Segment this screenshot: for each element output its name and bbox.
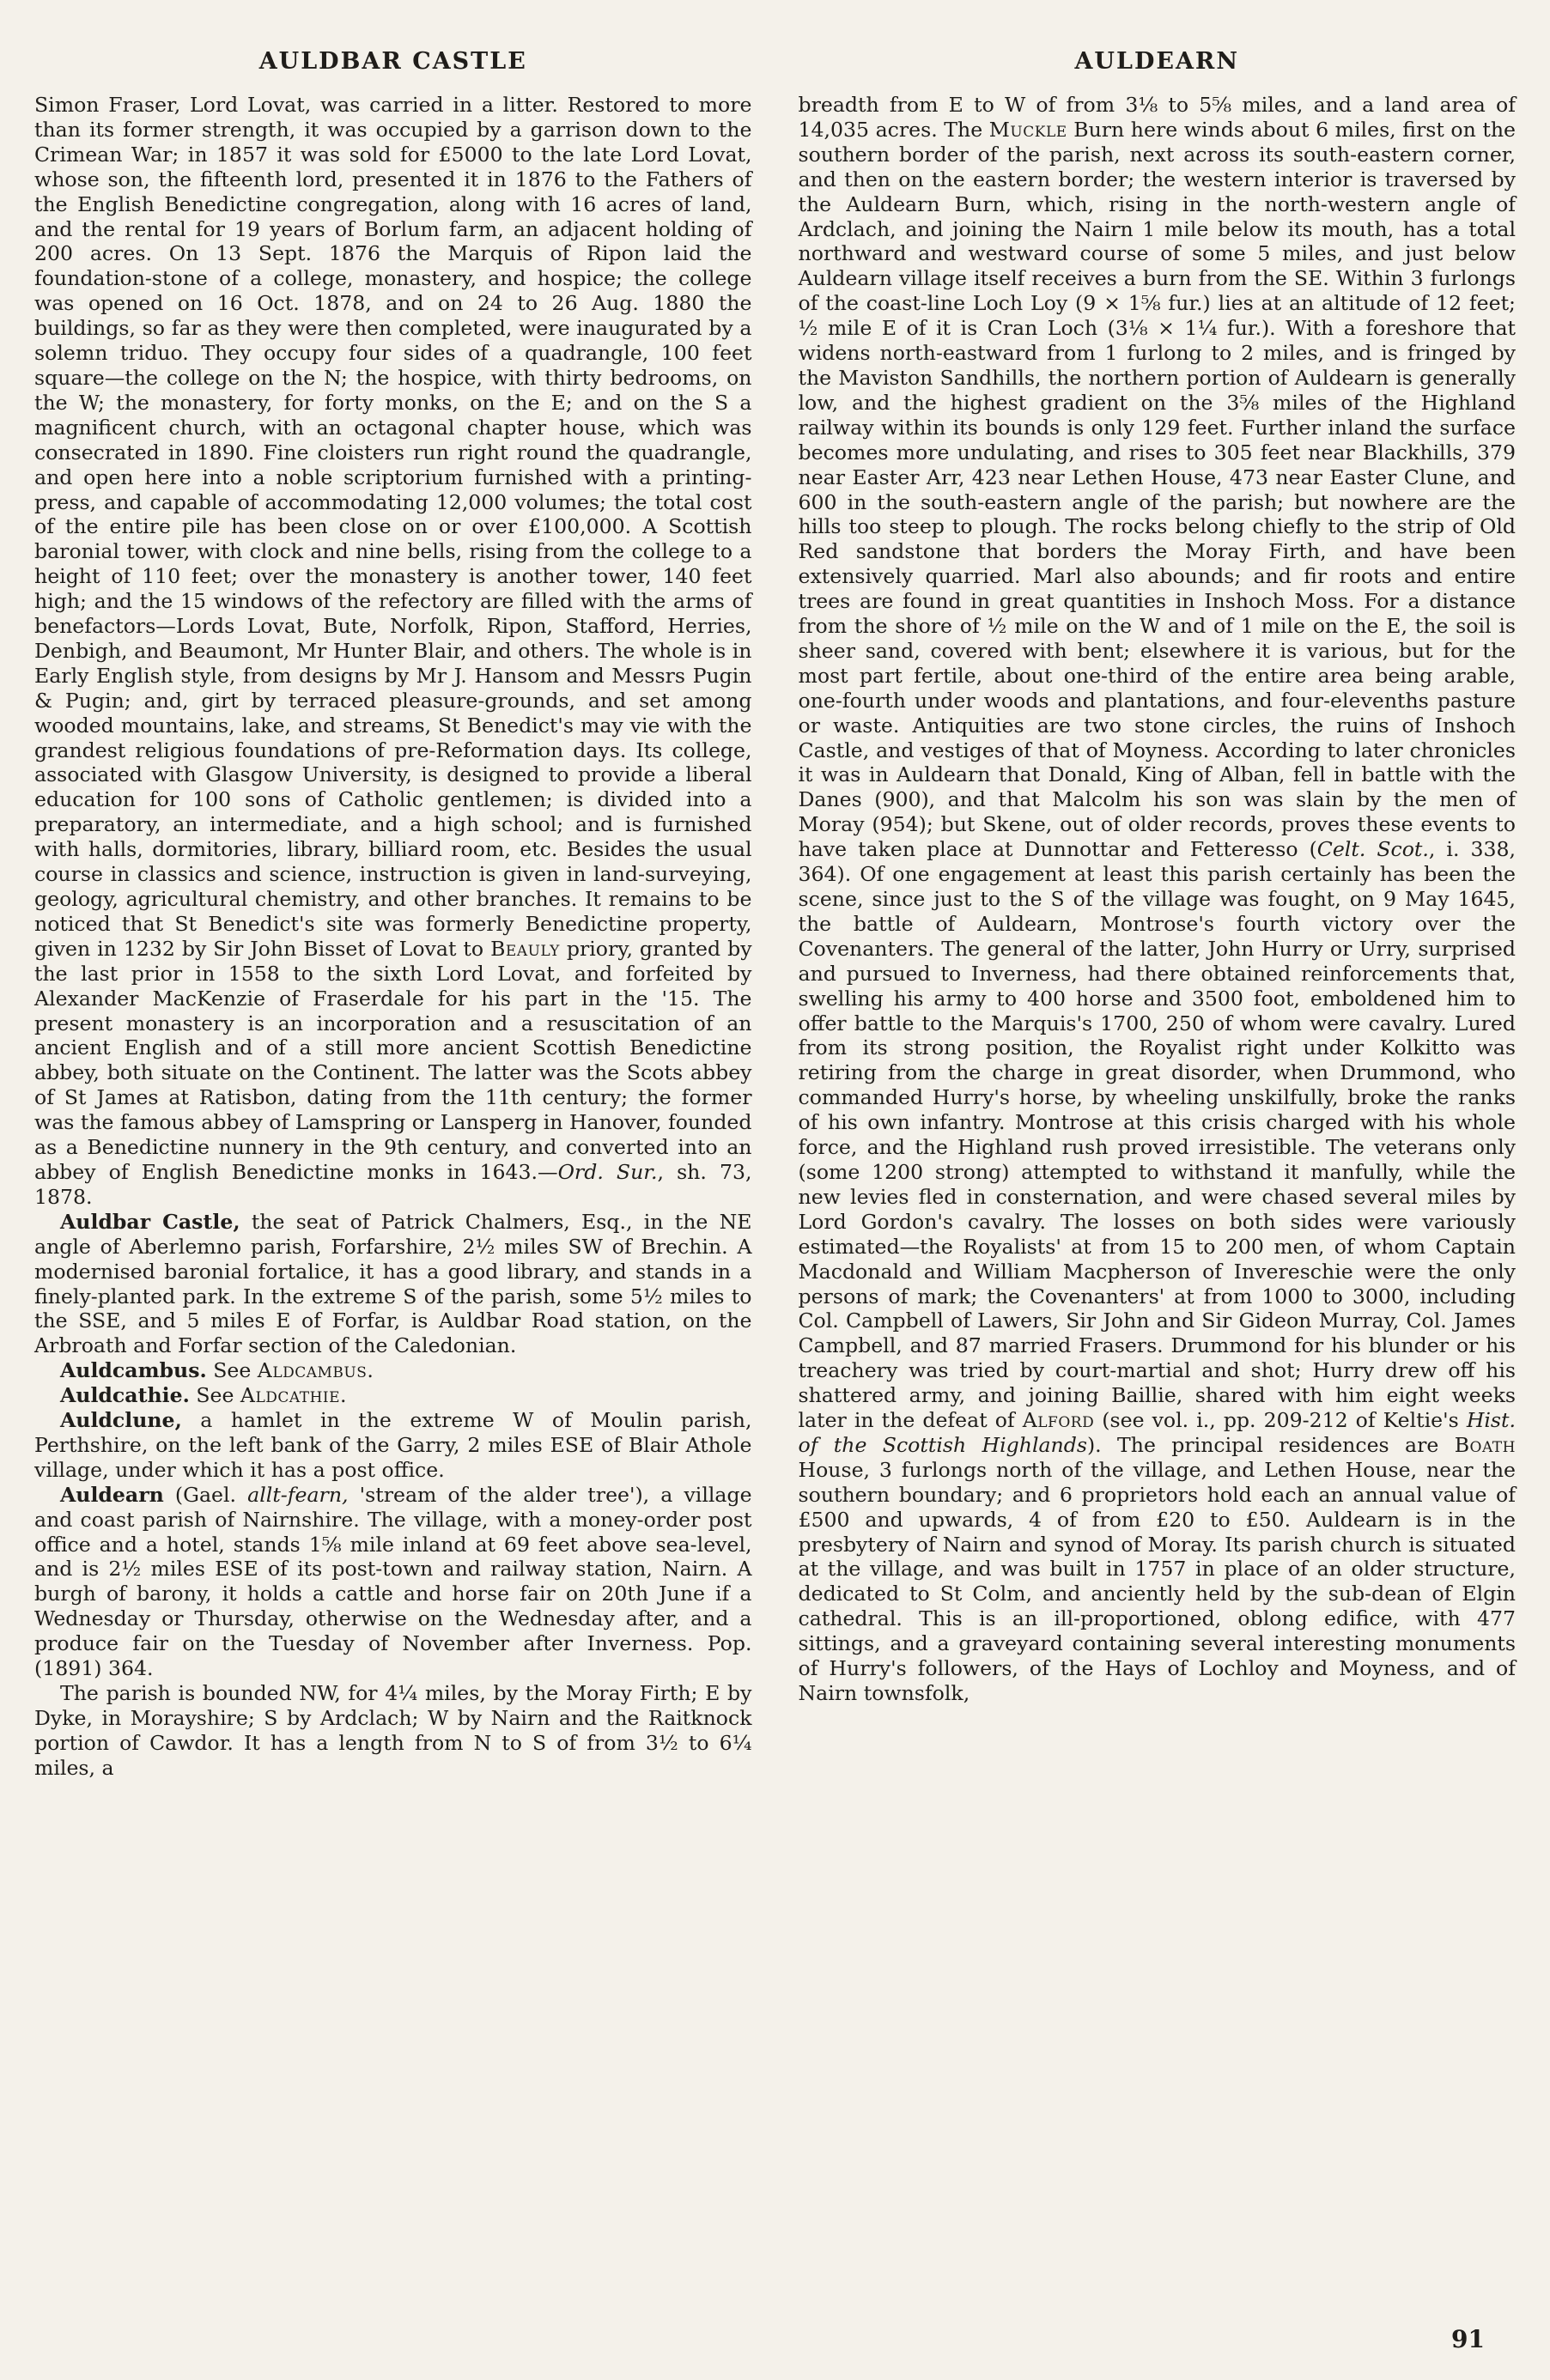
entry-auldcambus: Auldcambus. See Aldcambus. xyxy=(60,1358,374,1383)
entry-auldcathie: Auldcathie. See Aldcathie. xyxy=(60,1383,348,1408)
headword: Auldcambus. xyxy=(60,1358,207,1383)
left-header: AULDBAR CASTLE xyxy=(258,48,527,75)
running-headers xyxy=(34,48,1516,93)
paragraph-continuation: breadth from E to W of from 3⅛ to 5⅝ miles, and a land area of 14,035 acres. The Muckle Burn here winds about 6 miles, first on the southern border of the parish, next across its south-eastern corner, and then on the eastern border; the western interior is traversed by the Auldearn Burn, which, rising in the north-western angle of Ardclach, and joining the Nairn 1 mile below its mouth, has a total northward and westward course of some 5 miles, and just below Auldearn village itself receives a burn from the SE. Within 3 furlongs of the coast-line Loch Loy (9 × 1⅝ fur.) lies at an altitude of 12 feet; ½ mile E of it is Cran Loch (3⅛ × 1¼ fur.). With a foreshore that widens north-eastward from 1 furlong to 2 miles, and is fringed by the Maviston Sandhills, the northern portion of Auldearn is generally low, and the highest gradient on the 3⅝ miles of the Highland railway within its bounds is only 129 feet. Further inland the surface becomes more undulating, and rises to 305 feet near Blackhills, 379 near Easter Arr, 423 near Lethen House, 473 near Easter Clune, and 600 in the south-eastern angle of the parish; but nowhere are the hills too steep to plough. The rocks belong chiefly to the strip of Old Red sandstone that borders the Moray Firth, and have been extensively quarried. Marl also abounds; and fir roots and entire trees are found in great quantities in Inshoch Moss. For a distance from the shore of ½ mile on the W and of 1 mile on the E, the soil is sheer sand, covered with bent; elsewhere it is various, but for the most part fertile, about one-third of the entire area being arable, one-fourth under woods and plantations, and four-elevenths pasture or waste. Antiquities are two stone circles, the ruins of Inshoch Castle, and vestiges of that of Moyness. According to later chronicles it was in Auldearn that Donald, King of Alban, fell in battle with the Danes (900), and that Malcolm his son was slain by the men of Moray (954); but Skene, out of older records, proves these events to have taken place at Dunnottar and Fetteresso (Celt. Scot., i. 338, 364). Of one engagement at least this parish certainly has been the scene, since just to the S of the village was fought, on 9 May 1645, the battle of Auldearn, Montrose's fourth victory over the Covenanters. The general of the latter, John Hurry or Urry, surprised and pursued to Inverness, had there obtained reinforcements that, swelling his army to 400 horse and 3500 foot, emboldened him to offer battle to the Marquis's 1700, 250 of whom were cavalry. Lured from its strong position, the Royalist right under Kolkitto was retiring from the charge in great disorder, when Drummond, who commanded Hurry's horse, by wheeling unskilfully, broke the ranks of his own infantry. Montrose at this crisis charged with his whole force, and the Highland rush proved irresistible. The veterans only (some 1200 strong) attempted to withstand it manfully, while the new levies fled in consternation, and were chased several miles by Lord Gordon's cavalry. The losses on both sides were variously estimated—the Royalists' at from 15 to 200 men, of whom Captain Macdonald and William Macpherson of Invereschie were the only persons of mark; the Covenanters' at from 1000 to 3000, including Col. Campbell of Lawers, Sir John and Sir Gideon Murray, Col. James Campbell, and 87 married Frasers. Drummond for his blunder or his treachery was tried by court-martial and shot; Hurry drew off his shattered army, and joining Baillie, shared with him eight weeks later in the defeat of Alford (see vol. i., pp. 209-212 of Keltie's Hist. of the Scottish Highlands). The principal residences are Boath House, 3 furlongs north of the village, and Lethen House, near the southern boundary; and 6 proprietors hold each an annual value of £500 and upwards, 4 of from £20 to £50. Auldearn is in the presbytery of Nairn and synod of Moray. Its parish church is situated at the village, and was built in 1757 in place of an older structure, dedicated to St Colm, and anciently held by the sub-dean of Elgin cathedral. This is an ill-proportioned, oblong edifice, with 477 sittings, and a graveyard containing several interesting monuments of Hurry's followers, of the Hays of Lochloy and Moyness, and of Nairn townsfolk, xyxy=(798,93,1517,1705)
text-columns xyxy=(34,93,1516,1781)
headword: Auldcathie. xyxy=(60,1383,190,1408)
entry-auldbar-castle: Auldbar Castle, the seat of Patrick Chalmers, Esq., in the NE angle of Aberlemno parish, Forfarshire, 2½ miles SW of Brechin. A modernised baronial fortalice, it has a good library, and stands in a finely-planted park. In the extreme S of the parish, some 5½ miles to the SSE, and 5 miles E of Forfar, is Auldbar Road station, on the Arbroath and Forfar section of the Caledonian. xyxy=(34,1209,752,1358)
headword: Auldearn xyxy=(60,1482,164,1507)
headword: Auldclune, xyxy=(60,1408,182,1433)
headword: Auldbar Castle, xyxy=(60,1209,240,1234)
right-header: AULDEARN xyxy=(1074,48,1240,75)
right-column xyxy=(799,93,1517,1781)
paragraph-continuation: Simon Fraser, Lord Lovat, was carried in a litter. Restored to more than its former strength, it was occupied by a garrison down to the Crimean War; in 1857 it was sold for £5000 to the late Lord Lovat, whose son, the fifteenth lord, presented it in 1876 to the Fathers of the English Benedictine congregation, along with 16 acres of land, and the rental for 19 years of Borlum farm, an adjacent holding of 200 acres. On 13 Sept. 1876 the Marquis of Ripon laid the foundation-stone of a college, monastery, and hospice; the college was opened on 16 Oct. 1878, and on 24 to 26 Aug. 1880 the buildings, so far as they were then completed, were inaugurated by a solemn triduo. They occupy four sides of a quadrangle, 100 feet square—the college on the N; the hospice, with thirty bedrooms, on the W; the monastery, for forty monks, on the E; and on the S a magnificent church, with an octagonal chapter house, which was consecrated in 1890. Fine cloisters run right round the quadrangle, and open here into a noble scriptorium furnished with a printing-press, and capable of accommodating 12,000 volumes; the total cost of the entire pile has been close on or over £100,000. A Scottish baronial tower, with clock and nine bells, rising from the college to a height of 110 feet; over the monastery is another tower, 140 feet high; and the 15 windows of the refectory are filled with the arms of benefactors—Lords Lovat, Bute, Norfolk, Ripon, Stafford, Herries, Denbigh, and Beaumont, Mr Hunter Blair, and others. The whole is in Early English style, from designs by Mr J. Hansom and Messrs Pugin & Pugin; and, girt by terraced pleasure-grounds, and set among wooded mountains, lake, and streams, St Benedict's may vie with the grandest religious foundations of pre-Reformation days. Its college, associated with Glasgow University, is designed to provide a liberal education for 100 sons of Catholic gentlemen; is divided into a preparatory, an intermediate, and a high school; and is furnished with halls, dormitories, library, billiard room, etc. Besides the usual course in classics and science, instruction is given in land-surveying, geology, agricultural chemistry, and other branches. It remains to be noticed that St Benedict's site was formerly Benedictine property, given in 1232 by Sir John Bisset of Lovat to Beauly priory, granted by the last prior in 1558 to the sixth Lord Lovat, and forfeited by Alexander MacKenzie of Fraserdale for his part in the '15. The present monastery is an incorporation and a resuscitation of an ancient English and of a still more ancient Scottish Benedictine abbey, both situate on the Continent. The latter was the Scots abbey of St James at Ratisbon, dating from the 11th century; the former was the famous abbey of Lamspring or Lansperg in Hanover, founded as a Benedictine nunnery in the 9th century, and converted into an abbey of English Benedictine monks in 1643.—Ord. Sur., sh. 73, 1878. xyxy=(34,93,752,1209)
entry-auldearn: Auldearn (Gael. allt-fearn, 'stream of the alder tree'), a village and coast parish of Nairnshire. The village, with a money-order post office and a hotel, stands 1⅝ mile inland at 69 feet above sea-level, and is 2½ miles ESE of its post-town and railway station, Nairn. A burgh of barony, it holds a cattle and horse fair on 20th June if a Wednesday or Thursday, otherwise on the Wednesday after, and a produce fair on the Tuesday of November after Inverness. Pop. (1891) 364. xyxy=(34,1482,752,1681)
paragraph-parish: The parish is bounded NW, for 4¼ miles, by the Moray Firth; E by Dyke, in Morayshire; S by Ardclach; W by Nairn and the Raitknock portion of Cawdor. It has a length from N to S of from 3½ to 6¼ miles, a xyxy=(34,1681,752,1780)
page-number: 91 xyxy=(1451,2325,1485,2353)
entry-auldclune: Auldclune, a hamlet in the extreme W of Moulin parish, Perthshire, on the left bank of the Garry, 2 miles ESE of Blair Athole village, under which it has a post office. xyxy=(34,1408,752,1482)
left-column xyxy=(34,93,752,1781)
